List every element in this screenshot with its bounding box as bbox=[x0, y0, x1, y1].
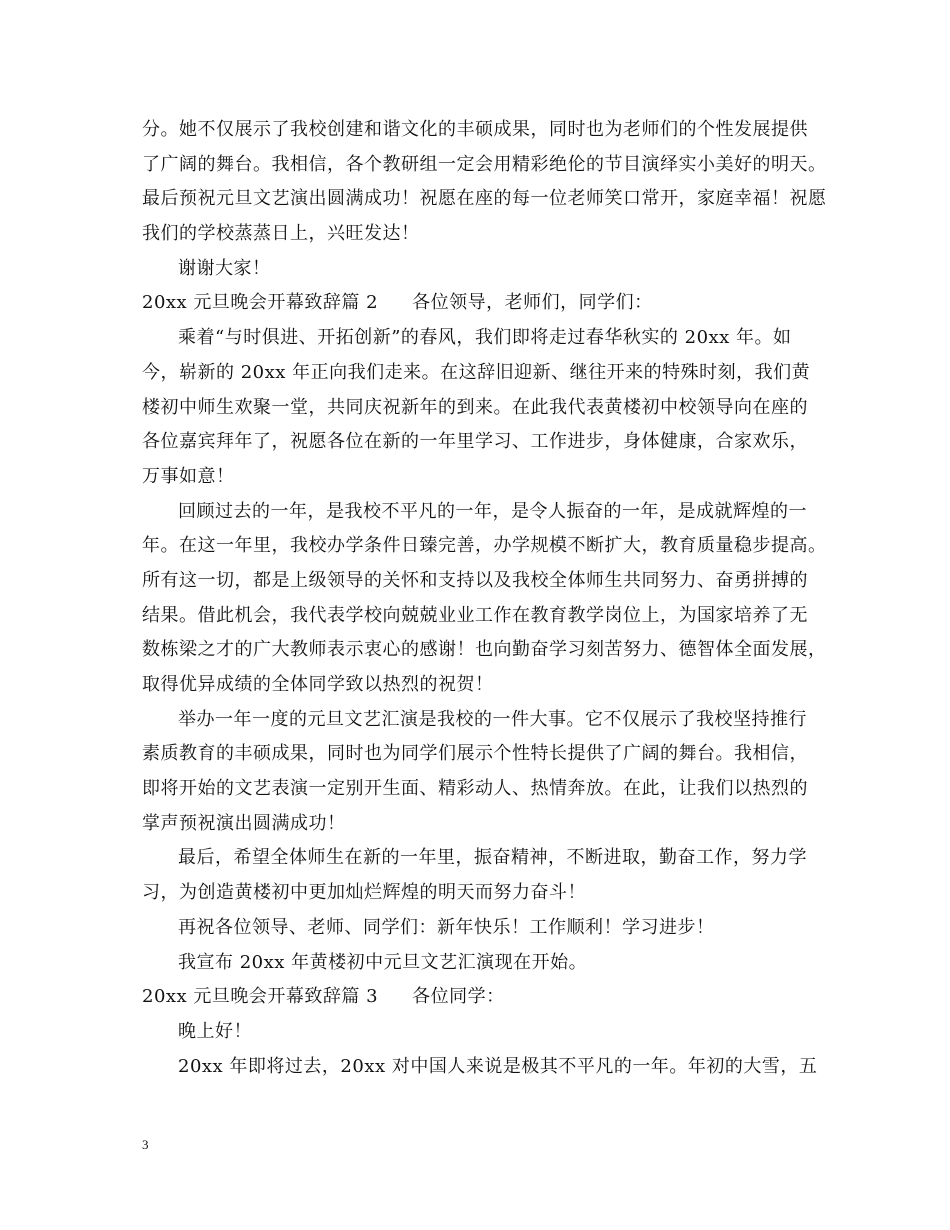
text-line: 万事如意！ bbox=[142, 465, 235, 487]
page-number: 3 bbox=[142, 1137, 149, 1152]
text-line: 年。在这一年里，我校办学条件日臻完善，办学规模不断扩大，教育质量稳步提高。 bbox=[142, 535, 827, 557]
text-line: 最后预祝元旦文艺演出圆满成功！祝愿在座的每一位老师笑口常开，家庭幸福！祝愿 bbox=[142, 188, 827, 210]
section-heading-2 bbox=[142, 286, 822, 321]
section-greeting: 各位领导，老师们，同学们： bbox=[412, 292, 653, 314]
text-line: 掌声预祝演出圆满成功！ bbox=[142, 812, 346, 834]
text-line: 我宣布 20xx 年黄楼初中元旦文艺汇演现在开始。 bbox=[178, 951, 588, 973]
text-line: 再祝各位领导、老师、同学们：新年快乐！工作顺利！学习进步！ bbox=[178, 916, 715, 938]
text-line: 我们的学校蒸蒸日上，兴旺发达！ bbox=[142, 223, 420, 245]
text-line: 素质教育的丰硕成果，同时也为同学们展示个性特长提供了广阔的舞台。我相信， bbox=[142, 743, 808, 765]
text-line: 分。她不仅展示了我校创建和谐文化的丰硕成果，同时也为老师们的个性发展提供 bbox=[142, 119, 808, 140]
section-title: 20xx 元旦晚会开幕致辞篇 3 bbox=[142, 986, 379, 1008]
section-heading-3 bbox=[142, 980, 822, 1015]
text-line: 结果。借此机会，我代表学校向兢兢业业工作在教育教学岗位上，为国家培养了无 bbox=[142, 604, 808, 626]
text-line: 今，崭新的 20xx 年正向我们走来。在这辞旧迎新、继往开来的特殊时刻，我们黄 bbox=[142, 361, 811, 383]
text-line: 谢谢大家！ bbox=[178, 257, 271, 279]
text-line: 各位嘉宾拜年了，祝愿各位在新的一年里学习、工作进步，身体健康，合家欢乐， bbox=[142, 431, 808, 453]
section-greeting: 各位同学： bbox=[412, 986, 505, 1008]
text-line: 回顾过去的一年，是我校不平凡的一年，是令人振奋的一年，是成就辉煌的一 bbox=[178, 500, 807, 522]
text-line: 晚上好！ bbox=[178, 1020, 252, 1042]
text-line: 取得优异成绩的全体同学致以热烈的祝贺！ bbox=[142, 674, 494, 695]
text-line: 乘着“与时俱进、开拓创新”的春风，我们即将走过春华秋实的 20xx 年。如 bbox=[178, 327, 792, 349]
document-body bbox=[142, 113, 827, 1084]
text-line: 习，为创造黄楼初中更加灿烂辉煌的明天而努力奋斗！ bbox=[142, 882, 586, 904]
text-line: 举办一年一度的元旦文艺汇演是我校的一件大事。它不仅展示了我校坚持推行 bbox=[178, 708, 807, 730]
text-line: 最后，希望全体师生在新的一年里，振奋精神，不断进取，勤奋工作，努力学 bbox=[178, 847, 807, 869]
text-line: 数栋梁之才的广大教师表示衷心的感谢！也向勤奋学习刻苦努力、德智体全面发展， bbox=[142, 639, 827, 661]
section-title: 20xx 元旦晚会开幕致辞篇 2 bbox=[142, 292, 379, 314]
text-line: 20xx 年即将过去，20xx 对中国人来说是极其不平凡的一年。年初的大雪，五 bbox=[178, 1055, 818, 1077]
text-line: 楼初中师生欢聚一堂，共同庆祝新年的到来。在此我代表黄楼初中校领导向在座的 bbox=[142, 396, 808, 418]
text-line: 所有这一切，都是上级领导的关怀和支持以及我校全体师生共同努力、奋勇拼搏的 bbox=[142, 569, 808, 591]
text-line: 了广阔的舞台。我相信，各个教研组一定会用精彩绝伦的节目演绎实小美好的明天。 bbox=[142, 153, 827, 175]
text-line: 即将开始的文艺表演一定别开生面、精彩动人、热情奔放。在此，让我们以热烈的 bbox=[142, 778, 808, 800]
